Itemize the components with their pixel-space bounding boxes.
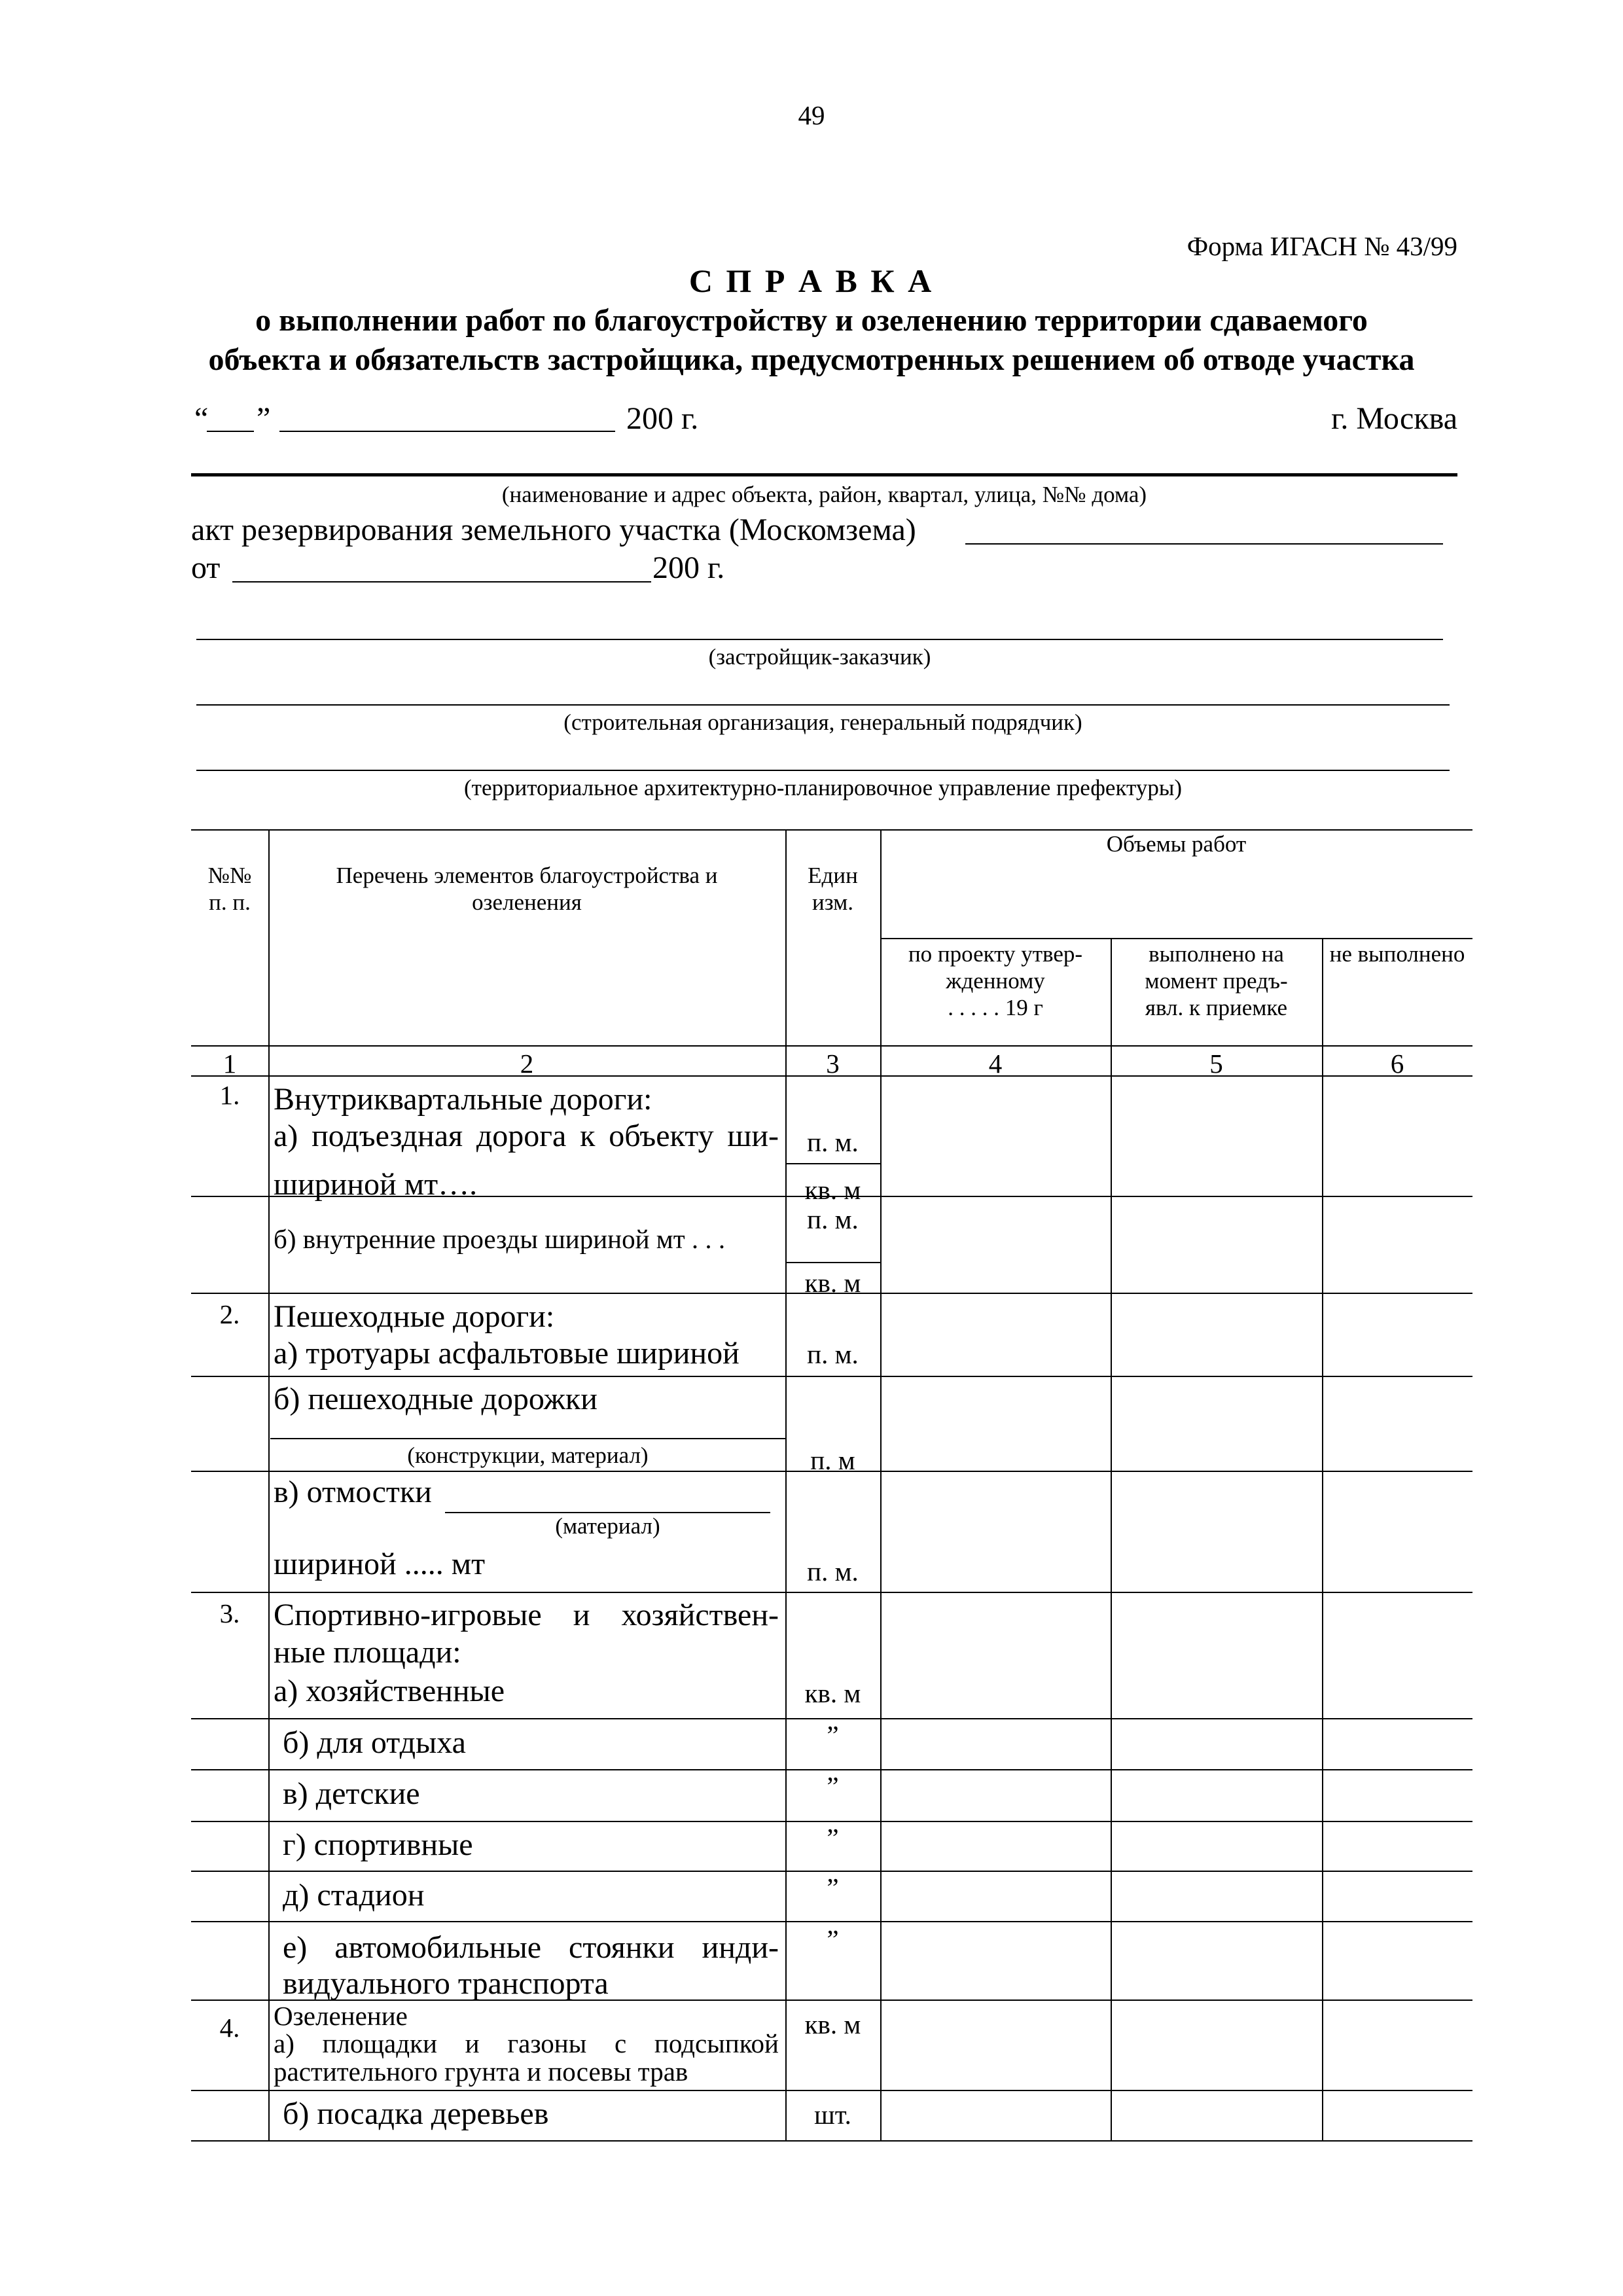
city-label: г. Москва xyxy=(1331,401,1457,436)
date-year: 200 г. xyxy=(626,401,699,436)
r3b-unit: ” xyxy=(827,1720,839,1750)
header-by-project-line1: по проекту утвер- xyxy=(908,941,1083,967)
contractor-line[interactable] xyxy=(196,704,1450,706)
r3e-line2: видуального транспорта xyxy=(283,1966,609,2001)
r3v-unit: ” xyxy=(827,1771,839,1801)
object-caption: (наименование и адрес объекта, район, квартал, улица, №№ дома) xyxy=(501,482,1147,507)
r2-title: Пешеходные дороги: xyxy=(274,1299,555,1334)
prefecture-line[interactable] xyxy=(196,770,1450,771)
r3g-unit: ” xyxy=(827,1823,839,1853)
r2v-caption: (материал) xyxy=(555,1513,660,1539)
r2b-caption: (конструкции, материал) xyxy=(407,1443,649,1468)
row-border-4a xyxy=(191,2090,1472,2091)
r4b-text: б) посадка деревьев xyxy=(283,2096,549,2131)
row-border-3a xyxy=(191,1718,1472,1719)
col-number-4: 4 xyxy=(988,1049,1003,1079)
row-number-1: 1. xyxy=(219,1080,240,1110)
r2v-unit: п. м. xyxy=(807,1556,859,1587)
table-top-border xyxy=(191,829,1472,831)
row-border-3d xyxy=(191,1921,1472,1922)
r1-title: Внутриквартальные дороги: xyxy=(274,1082,652,1117)
header-done-line1: выполнено на xyxy=(1149,941,1284,967)
r4a-line1: а) площадки и газоны с подсыпкой xyxy=(274,2028,779,2058)
r2b-fill-line[interactable] xyxy=(270,1438,785,1439)
contractor-caption: (строительная организация, генеральный подрядчик) xyxy=(563,709,1082,735)
r1b-text: б) внутренние проезды шириной мт . . . xyxy=(274,1224,726,1254)
col-number-2: 2 xyxy=(520,1049,534,1079)
col-divider-1 xyxy=(268,829,270,2140)
row-border-3b xyxy=(191,1769,1472,1770)
row-border-3v xyxy=(191,1821,1472,1822)
volumes-subheader-border xyxy=(880,938,1472,939)
r2b-text: б) пешеходные дорожки xyxy=(274,1382,597,1416)
form-label: Форма ИГАСН № 43/99 xyxy=(1186,231,1457,261)
r4a-line2: растительного грунта и посевы трав xyxy=(274,2056,688,2087)
r2v-width: шириной ..... мт xyxy=(274,1547,486,1581)
col-divider-5 xyxy=(1322,938,1323,2140)
col-divider-3 xyxy=(880,829,882,2140)
row-border-3g xyxy=(191,1871,1472,1872)
page-number: 49 xyxy=(798,100,825,130)
header-by-project xyxy=(880,941,1111,1022)
r1b-unit2: кв. м xyxy=(804,1268,861,1298)
r4b-unit: шт. xyxy=(814,2100,851,2130)
header-bottom-border xyxy=(191,1045,1472,1047)
header-unit xyxy=(785,863,880,916)
r2a-text: а) тротуары асфальтовые шириной xyxy=(274,1336,740,1371)
header-not-done: не выполнено xyxy=(1329,941,1465,967)
row-number-3: 3. xyxy=(219,1598,240,1628)
col-number-3: 3 xyxy=(826,1049,840,1079)
developer-line[interactable] xyxy=(196,639,1443,640)
header-unit-line1: Един xyxy=(808,863,858,888)
header-by-project-line2: жденному xyxy=(946,967,1045,994)
r2b-unit: п. м xyxy=(810,1445,855,1475)
from-year: 200 г. xyxy=(652,550,725,585)
r3b-text: б) для отдыха xyxy=(283,1725,466,1760)
r4-title: Озеленение xyxy=(274,2001,408,2031)
col-divider-4 xyxy=(1111,938,1112,2140)
r1a-line1: а) подъездная дорога к объекту ши- xyxy=(274,1119,779,1153)
unit-split-1a xyxy=(785,1163,880,1164)
r3g-text: г) спортивные xyxy=(283,1827,473,1862)
header-list xyxy=(268,863,785,916)
header-done-line2: момент предъ- xyxy=(1145,967,1288,994)
object-name-line[interactable] xyxy=(191,473,1457,476)
date-close-quote: ” xyxy=(257,401,271,436)
r1a-line2: шириной мт…. xyxy=(274,1167,478,1202)
row-border-2a xyxy=(191,1376,1472,1377)
r3a-unit: кв. м xyxy=(804,1678,861,1708)
header-num-line2: п. п. xyxy=(209,889,251,915)
r1b-unit1: п. м. xyxy=(807,1204,859,1234)
document-title: С П Р А В К А xyxy=(688,262,935,299)
day-blank[interactable] xyxy=(207,431,254,432)
header-volumes: Объемы работ xyxy=(1106,831,1247,857)
header-num xyxy=(191,863,268,916)
header-done xyxy=(1111,941,1322,1022)
header-num-line1: №№ xyxy=(207,863,252,888)
r1a-unit1: п. м. xyxy=(807,1127,859,1157)
r2v-text: в) отмостки xyxy=(274,1475,432,1509)
from-label: от xyxy=(191,550,221,585)
r3v-text: в) детские xyxy=(283,1776,420,1811)
r2a-unit: п. м. xyxy=(807,1339,859,1369)
r3-line2: ные площади: xyxy=(274,1635,461,1670)
row-number-2: 2. xyxy=(219,1299,240,1329)
header-list-line1: Перечень элементов благоустройства и xyxy=(336,863,718,888)
prefecture-caption: (территориальное архитектурно-планировочное управление префектуры) xyxy=(464,775,1182,800)
r3a-text: а) хозяйственные xyxy=(274,1674,505,1708)
r1a-unit2: кв. м xyxy=(804,1175,861,1205)
month-blank[interactable] xyxy=(279,431,615,432)
r3d-text: д) стадион xyxy=(283,1878,425,1912)
r3e-line1: е) автомобильные стоянки инди- xyxy=(283,1930,779,1965)
header-list-line2: озеленения xyxy=(472,889,582,915)
header-by-project-line3: . . . . . 19 г xyxy=(948,994,1043,1020)
row-number-4: 4. xyxy=(219,2013,240,2043)
col-number-6: 6 xyxy=(1390,1049,1404,1079)
act-label: акт резервирования земельного участка (Москомзема) xyxy=(191,512,916,547)
r3e-unit: ” xyxy=(827,1924,839,1954)
r3d-unit: ” xyxy=(827,1873,839,1903)
date-open-quote: “ xyxy=(194,401,209,436)
developer-caption: (застройщик-заказчик) xyxy=(708,644,931,670)
document-subtitle-line2: объекта и обязательств застройщика, предусмотренных решением об отводе участка xyxy=(208,342,1415,377)
r3-line1: Спортивно-игровые и хозяйствен- xyxy=(274,1598,779,1632)
from-date-blank[interactable] xyxy=(232,581,651,583)
col-number-5: 5 xyxy=(1209,1049,1223,1079)
header-unit-line2: изм. xyxy=(812,889,853,915)
act-blank[interactable] xyxy=(965,543,1443,545)
header-done-line3: явл. к приемке xyxy=(1145,994,1288,1020)
col-number-1: 1 xyxy=(223,1049,237,1079)
document-subtitle-line1: о выполнении работ по благоустройству и озеленению территории сдаваемого xyxy=(255,303,1368,338)
row-border-2v xyxy=(191,1592,1472,1593)
unit-split-1b xyxy=(785,1262,880,1263)
r4a-unit: кв. м xyxy=(804,2009,861,2039)
table-bottom-border xyxy=(191,2140,1472,2142)
